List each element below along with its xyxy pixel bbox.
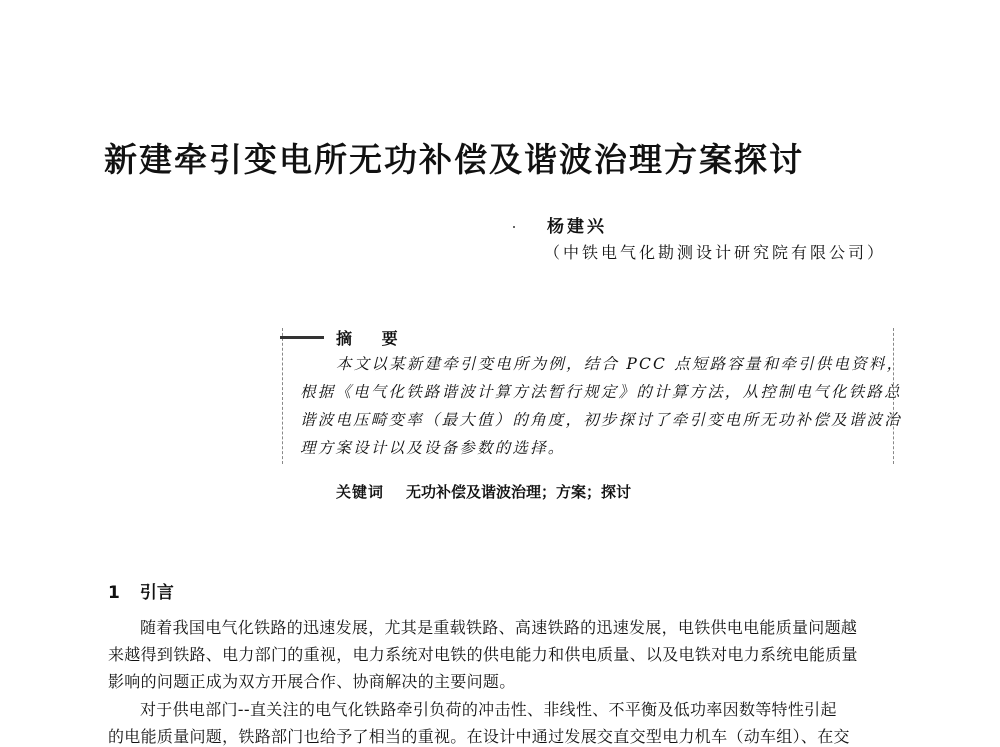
abstract-line: 根据《电气化铁路谐波计算方法暂行规定》的计算方法，从控制电气化铁路总 xyxy=(300,383,902,401)
abstract-line: 本文以某新建牵引变电所为例，结合 PCC 点短路容量和牵引供电资料， xyxy=(336,355,905,373)
abstract-heading: 摘 要 xyxy=(336,329,410,348)
section-number: 1 xyxy=(108,583,120,603)
body-line: 影响的问题正成为双方开展合作、协商解决的主要问题。 xyxy=(108,672,516,691)
abstract-line: 理方案设计以及设备参数的选择。 xyxy=(300,439,566,457)
keywords-label: 关键词 xyxy=(336,483,385,501)
abstract-line: 谐波电压畸变率（最大值）的角度，初步探讨了牵引变电所无功补偿及谐波治 xyxy=(300,411,902,429)
author-affiliation: （中铁电气化勘测设计研究院有限公司） xyxy=(544,243,887,262)
scan-speck xyxy=(513,226,515,228)
author-name: 杨建兴 xyxy=(547,217,607,237)
paper-title: 新建牵引变电所无功补偿及谐波治理方案探讨 xyxy=(104,140,804,179)
section-heading xyxy=(108,578,174,603)
body-line: 对于供电部门--直关注的电气化铁路牵引负荷的冲击性、非线性、不平衡及低功率因数等特性引起 xyxy=(140,700,837,719)
body-line: 来越得到铁路、电力部门的重视，电力系统对电铁的供电能力和供电质量、以及电铁对电力系统电能质量 xyxy=(108,645,858,664)
keywords-text: 无功补偿及谐波治理；方案；探讨 xyxy=(406,483,632,501)
section-title: 引言 xyxy=(139,583,174,603)
abstract-marker xyxy=(280,336,324,339)
keywords-block xyxy=(336,481,631,502)
body-line: 随着我国电气化铁路的迅速发展，尤其是重载铁路、高速铁路的迅速发展，电铁供电电能质量问题越 xyxy=(140,618,858,637)
body-line: 的电能质量问题，铁路部门也给予了相当的重视。在设计中通过发展交直交型电力机车（动车组）、在交 xyxy=(108,727,850,746)
